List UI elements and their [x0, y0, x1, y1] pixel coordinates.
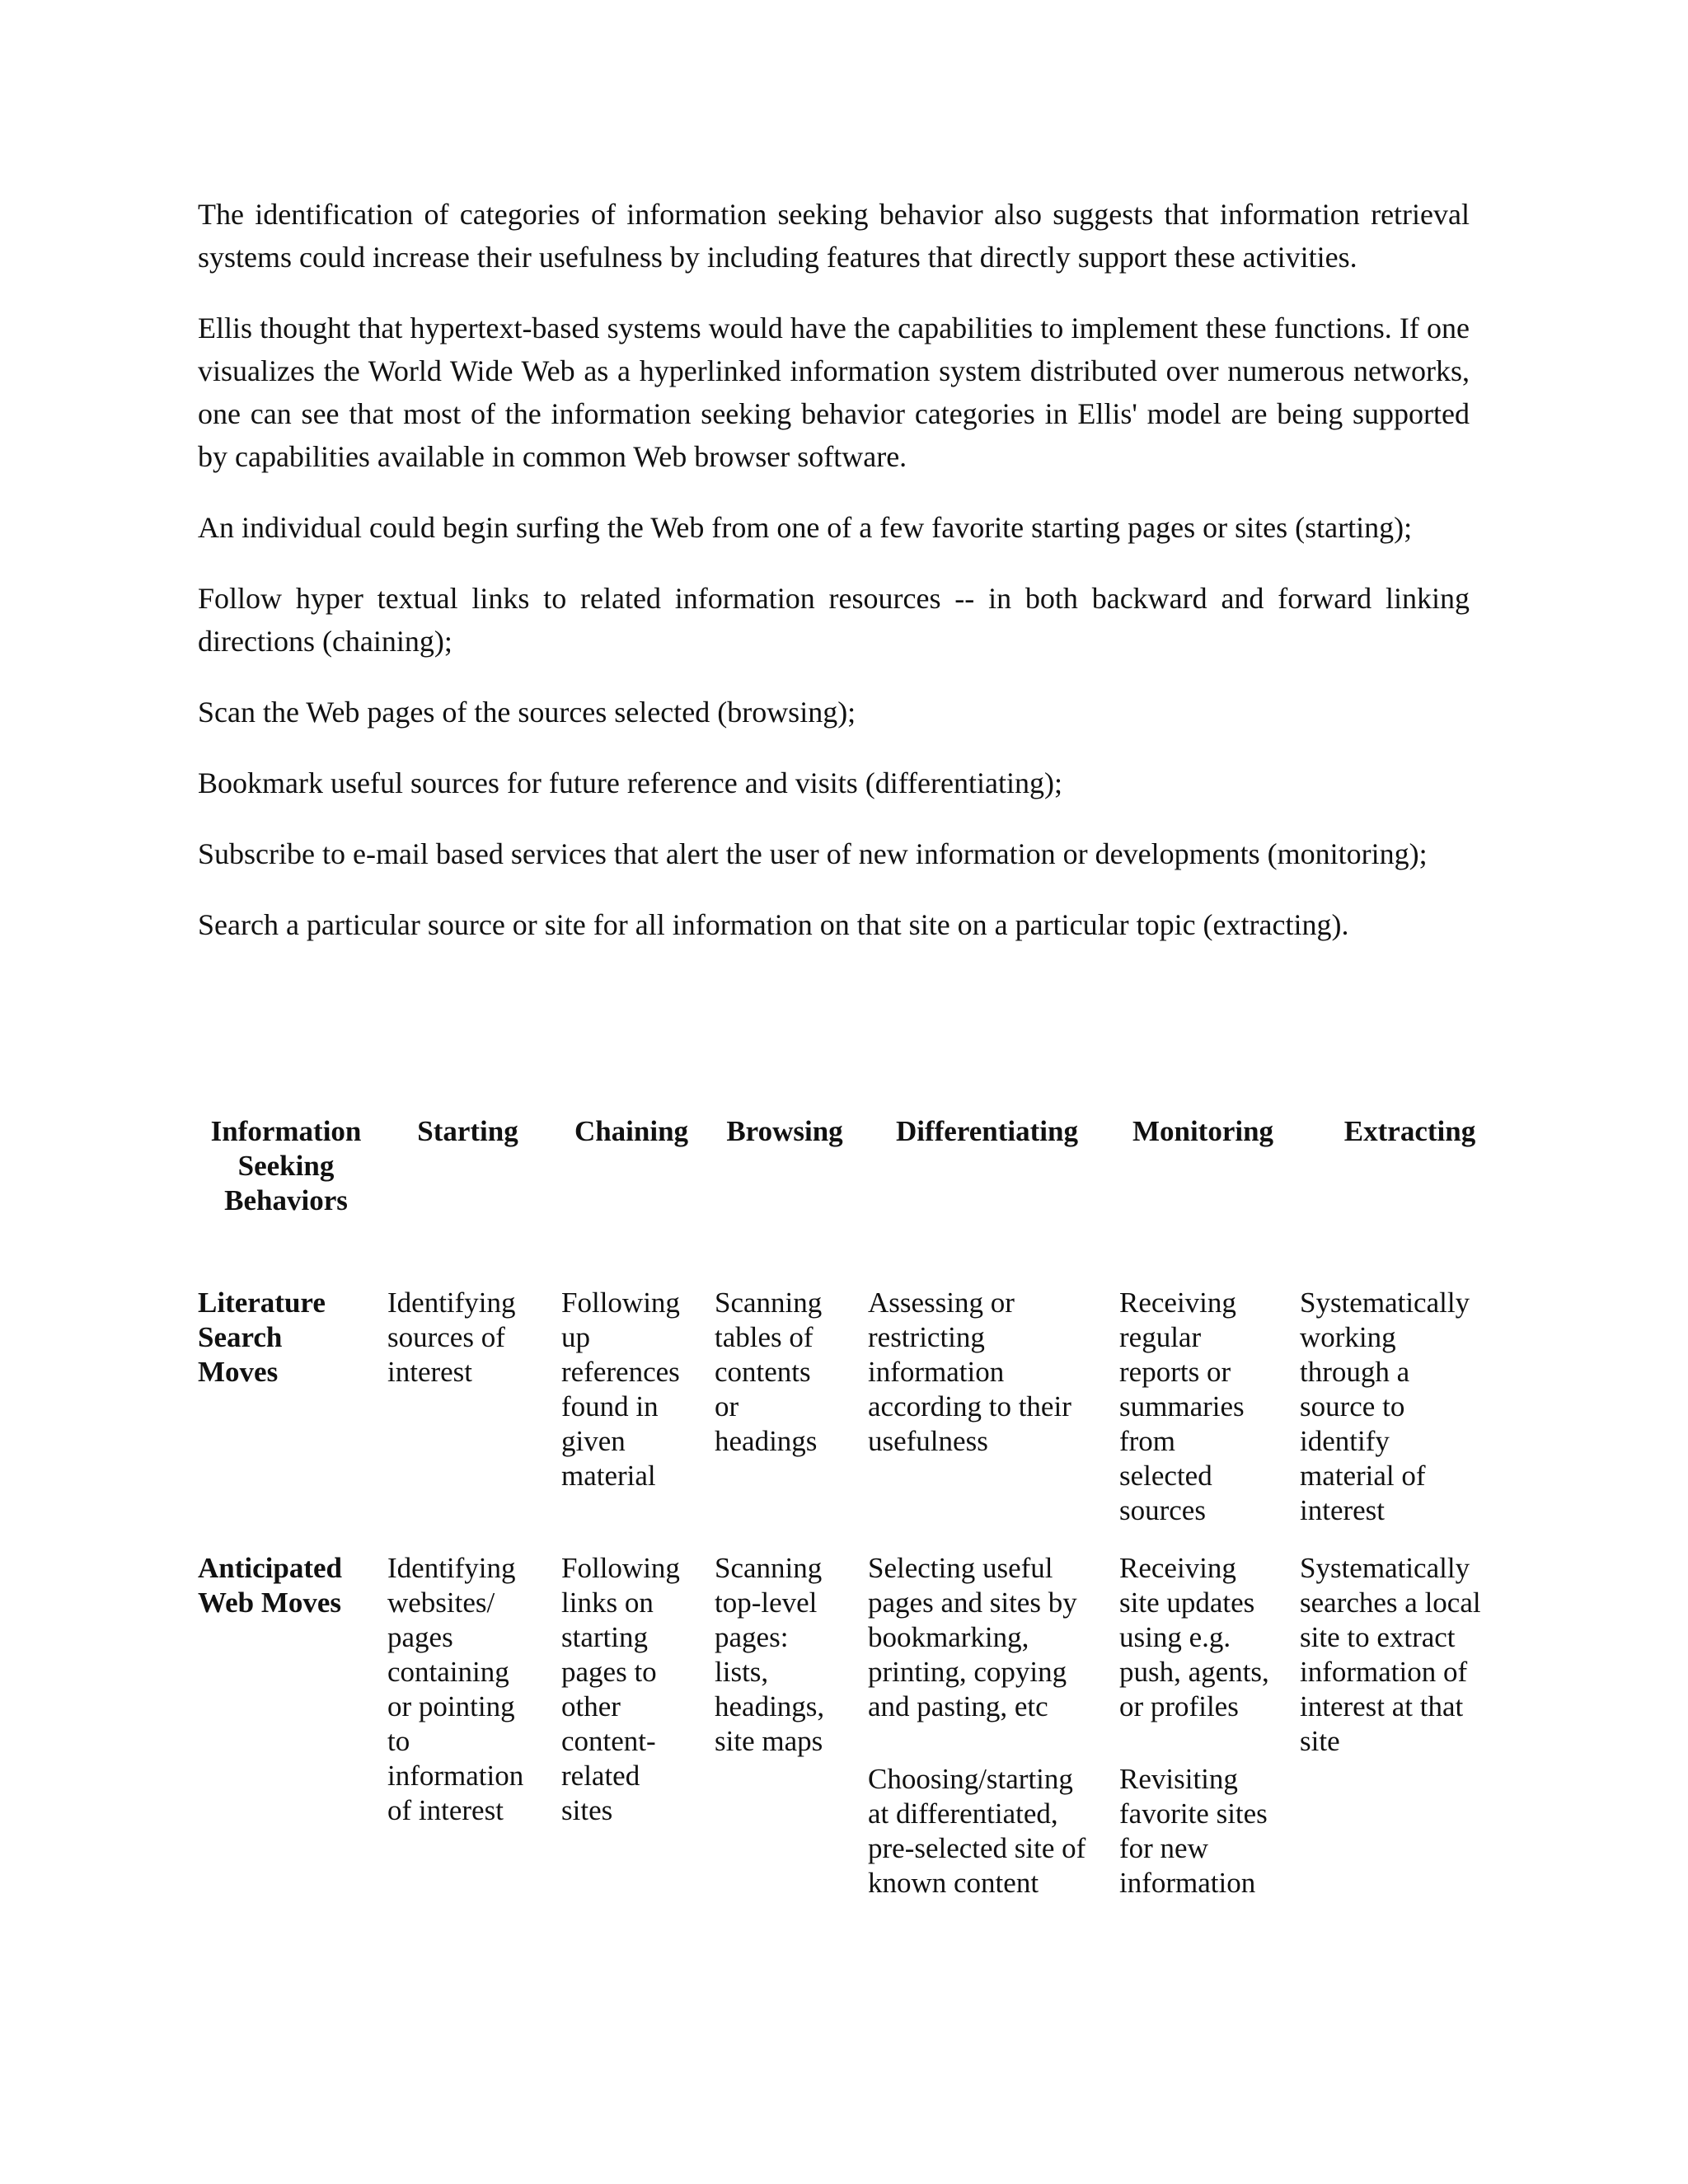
table-cell — [708, 1551, 861, 1900]
cell-line: through a — [1300, 1356, 1410, 1388]
cell-line: known content — [868, 1867, 1039, 1899]
cell-line: information — [1119, 1867, 1256, 1899]
cell-line: push, agents, — [1119, 1656, 1269, 1688]
cell-line: interest at that — [1300, 1690, 1464, 1722]
cell-line: pre-selected site of — [868, 1832, 1086, 1864]
table-row — [191, 1551, 1526, 1900]
cell-line: sites — [561, 1794, 613, 1826]
cell-line: Identifying — [387, 1286, 516, 1319]
header-monitoring: Monitoring — [1132, 1115, 1274, 1147]
cell-line: Systematically — [1300, 1552, 1470, 1584]
table-cell — [861, 1286, 1113, 1551]
row-label-line: Moves — [198, 1356, 279, 1388]
cell-line: links on — [561, 1586, 654, 1619]
row-label — [191, 1551, 381, 1900]
cell-line: found in — [561, 1390, 659, 1422]
cell-line: Receiving — [1119, 1286, 1236, 1319]
cell-line: according to their — [868, 1390, 1071, 1422]
table-cell — [1113, 1551, 1293, 1900]
cell-line: pages — [387, 1621, 453, 1653]
cell-line: to — [387, 1725, 410, 1757]
cell-line: material of — [1300, 1460, 1426, 1492]
cell-line: given — [561, 1425, 626, 1457]
cell-line: from — [1119, 1425, 1176, 1457]
cell-line: content- — [561, 1725, 656, 1757]
table-cell — [381, 1286, 555, 1551]
cell-line: site updates — [1119, 1586, 1255, 1619]
header-corner-line: Seeking — [237, 1150, 335, 1182]
cell-line: related — [561, 1760, 640, 1792]
cell-gap — [1119, 1724, 1287, 1762]
table-cell — [555, 1286, 708, 1551]
header-browsing: Browsing — [726, 1115, 843, 1147]
cell-line: working — [1300, 1321, 1396, 1353]
cell-line: containing — [387, 1656, 509, 1688]
table-cell — [1113, 1286, 1293, 1551]
cell-line: sources — [1119, 1494, 1206, 1526]
behaviors-table-container — [191, 1114, 1526, 1900]
cell-line: pages and sites by — [868, 1586, 1077, 1619]
paragraph-ellis: Ellis thought that hypertext-based systems would have the capabilities to implement these functions. If one visualizes the World Wide Web as a hyperlinked information system distributed over numerous networks, one can see that most of the information seeking behavior categories in Ellis' model are being supported by capabilities available in common Web browser software. — [198, 312, 1470, 473]
cell-line: Following — [561, 1286, 680, 1319]
cell-line: material — [561, 1460, 656, 1492]
cell-line: contents — [715, 1356, 811, 1388]
cell-line: Following — [561, 1552, 680, 1584]
header-corner-line: Information — [210, 1115, 362, 1147]
cell-line: reports or — [1119, 1356, 1231, 1388]
table-row — [191, 1286, 1526, 1551]
cell-line: Identifying — [387, 1552, 516, 1584]
cell-line: identify — [1300, 1425, 1390, 1457]
cell-line: interest — [1300, 1494, 1386, 1526]
cell-gap — [868, 1724, 1106, 1762]
paragraph-starting: An individual could begin surfing the Web from one of a few favorite starting pages or sites (starting); — [198, 511, 1413, 544]
cell-line: websites/ — [387, 1586, 495, 1619]
cell-line: or pointing — [387, 1690, 515, 1722]
cell-line: and pasting, etc — [868, 1690, 1048, 1722]
header-extracting: Extracting — [1343, 1115, 1476, 1147]
behaviors-table — [191, 1114, 1526, 1900]
header-corner — [191, 1114, 381, 1286]
cell-line: printing, copying — [868, 1656, 1067, 1688]
cell-line: usefulness — [868, 1425, 988, 1457]
cell-line: or — [715, 1390, 739, 1422]
cell-line: starting — [561, 1621, 648, 1653]
paragraph-monitoring: Subscribe to e-mail based services that alert the user of new information or developments (monitoring); — [198, 837, 1428, 870]
cell-line: Systematically — [1300, 1286, 1470, 1319]
cell-line: site maps — [715, 1725, 823, 1757]
paragraph-intro: The identification of categories of information seeking behavior also suggests that information retrieval systems could increase their usefulness by including features that directly support these activities. — [198, 198, 1470, 274]
row-label-line: Search — [198, 1321, 283, 1353]
cell-line: of interest — [387, 1794, 504, 1826]
header-chaining: Chaining — [574, 1115, 689, 1147]
table-cell — [861, 1551, 1113, 1900]
cell-line: searches a local — [1300, 1586, 1481, 1619]
table-cell — [381, 1551, 555, 1900]
cell-line: favorite sites — [1119, 1797, 1268, 1830]
cell-line: tables of — [715, 1321, 814, 1353]
table-cell — [1293, 1286, 1526, 1551]
cell-line: Selecting useful — [868, 1552, 1053, 1584]
cell-line: information — [387, 1760, 524, 1792]
table-body — [191, 1286, 1526, 1900]
table-header-row — [191, 1114, 1526, 1286]
cell-line: pages to — [561, 1656, 657, 1688]
cell-line: up — [561, 1321, 590, 1353]
paragraph-browsing: Scan the Web pages of the sources selected (browsing); — [198, 696, 856, 729]
cell-line: interest — [387, 1356, 473, 1388]
header-corner-line: Behaviors — [224, 1184, 348, 1216]
cell-line: Choosing/starting — [868, 1763, 1073, 1795]
cell-line: selected — [1119, 1460, 1212, 1492]
cell-line: lists, — [715, 1656, 769, 1688]
cell-line: Revisiting — [1119, 1763, 1238, 1795]
header-starting: Starting — [417, 1115, 518, 1147]
cell-line: headings — [715, 1425, 818, 1457]
cell-line: Receiving — [1119, 1552, 1236, 1584]
cell-line: at differentiated, — [868, 1797, 1058, 1830]
paragraph-differentiating: Bookmark useful sources for future reference and visits (differentiating); — [198, 766, 1062, 799]
cell-line: Scanning — [715, 1552, 823, 1584]
cell-line: other — [561, 1690, 621, 1722]
cell-line: references — [561, 1356, 680, 1388]
cell-line: regular — [1119, 1321, 1202, 1353]
row-label — [191, 1286, 381, 1551]
cell-line: bookmarking, — [868, 1621, 1029, 1653]
cell-line: source to — [1300, 1390, 1405, 1422]
cell-line: site to extract — [1300, 1621, 1456, 1653]
body-text — [198, 193, 1470, 974]
row-label-line: Anticipated — [198, 1552, 342, 1584]
cell-line: top-level — [715, 1586, 818, 1619]
paragraph-extracting: Search a particular source or site for all information on that site on a particular topic (extracting). — [198, 908, 1349, 941]
cell-line: for new — [1119, 1832, 1208, 1864]
cell-line: pages: — [715, 1621, 789, 1653]
cell-line: restricting — [868, 1321, 985, 1353]
cell-line: information — [868, 1356, 1005, 1388]
cell-line: Assessing or — [868, 1286, 1015, 1319]
cell-line: or profiles — [1119, 1690, 1239, 1722]
cell-line: information of — [1300, 1656, 1468, 1688]
cell-line: summaries — [1119, 1390, 1245, 1422]
paragraph-chaining: Follow hyper textual links to related information resources -- in both backward and forward linking directions (chaining); — [198, 582, 1470, 658]
row-label-line: Literature — [198, 1286, 326, 1319]
cell-line: site — [1300, 1725, 1340, 1757]
header-differentiating: Differentiating — [896, 1115, 1078, 1147]
cell-line: sources of — [387, 1321, 505, 1353]
table-cell — [1293, 1551, 1526, 1900]
row-label-line: Web Moves — [198, 1586, 342, 1619]
cell-line: headings, — [715, 1690, 825, 1722]
cell-line: using e.g. — [1119, 1621, 1231, 1653]
table-cell — [708, 1286, 861, 1551]
table-cell — [555, 1551, 708, 1900]
cell-line: Scanning — [715, 1286, 823, 1319]
